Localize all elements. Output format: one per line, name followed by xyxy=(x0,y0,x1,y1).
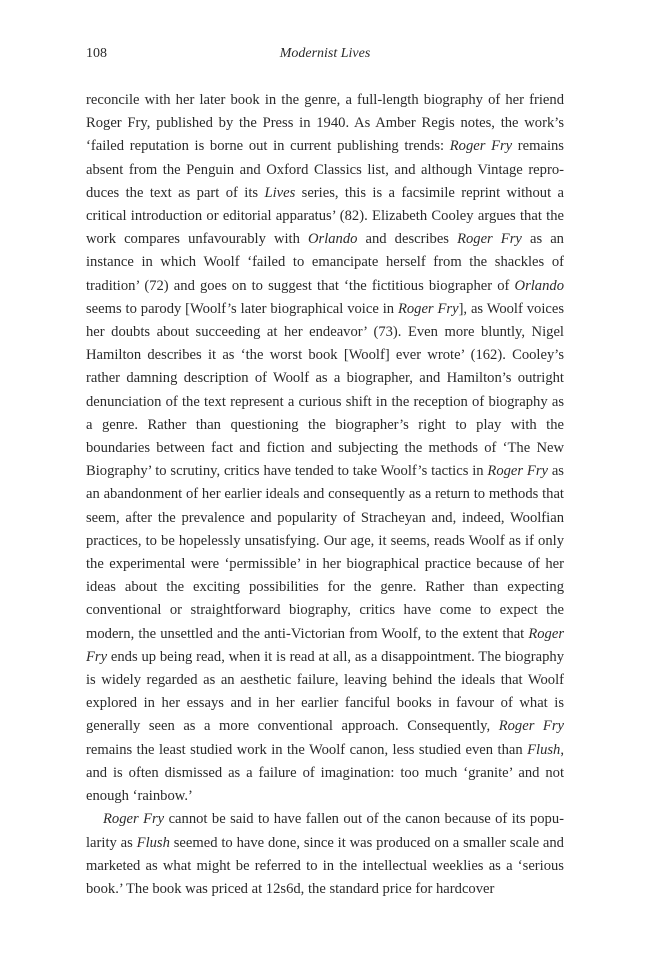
text-run: ], as Woolf voices her doubts about succeeding at her endeavor’ (73). Even more bluntly, Nigel Hamilton describes it as ‘the worst book [Woolf] ever wrote’ (162). Cooley’s rather damning description of Woolf as a biographer, and Hamilton’s outright denunciation of the text represent a curious shift in the reception of biography as a genre. Rather than questioning the biographer’s right to play with the boundaries between fact and fiction and subjecting the methods of ‘The New Biography’ to scrutiny, critics have tended to take Woolf’s tactics in xyxy=(86,300,565,480)
text-run: remains absent from the Penguin and Oxford Classics list, and although Vintage reproduces the text as part of its xyxy=(86,138,564,201)
text-run: seems to parody [Woolf’s later biographical voice in xyxy=(86,300,398,317)
body-paragraph xyxy=(86,89,564,808)
italic-title: Roger Fry xyxy=(498,718,564,735)
text-run: reconcile with her later book in the genre, a full-length biography of her friend Roger Fry, published by the Press in 1940. As Amber Regis notes, the work’s ‘failed reputation is borne out in current publishing trends: xyxy=(86,92,564,155)
italic-title: Roger Fry xyxy=(397,300,459,317)
italic-title: Roger Fry xyxy=(103,811,165,828)
running-title: Modernist Lives xyxy=(279,46,371,61)
text-run: cannot be said to have fallen out of the canon because of its popularity as xyxy=(86,811,564,851)
italic-title: Orlando xyxy=(307,231,358,248)
text-run: ends up being read, when it is read at all, as a disappointment. The biography is widely regarded as an aesthetic failure, leaving behind the ideals that Woolf explored in her essays and in her earlier fanciful books in favour of what is generally seen as a more conventional approach. Consequently, xyxy=(86,648,564,735)
italic-title: Orlando xyxy=(514,277,564,294)
text-run: remains the least studied work in the Woolf canon, less studied even than xyxy=(86,741,528,758)
italic-title: Flush xyxy=(527,741,561,758)
italic-title: Roger Fry xyxy=(449,138,513,155)
italic-title: Flush xyxy=(136,834,170,851)
text-run: as an instance in which Woolf ‘failed to emancipate herself from the shackles of tradition’ (72) and goes on to suggest that ‘the fictitious biographer of xyxy=(86,231,564,294)
italic-title: Roger Fry xyxy=(457,231,522,248)
italic-title: Roger Fry xyxy=(86,625,564,665)
text-run: seemed to have done, since it was produced on a smaller scale and marketed as what might be referred to in the intellectual weeklies as a ‘serious book.’ The book was priced at 12s6d, the standard price for hardcover xyxy=(86,834,564,897)
text-run: , and is often dismissed as a failure of imagination: too much ‘granite’ and not enough ‘rainbow.’ xyxy=(86,741,564,805)
text-run: and describes xyxy=(357,231,458,248)
page-number: 108 xyxy=(86,46,107,61)
italic-title: Roger Fry xyxy=(487,463,548,480)
body-text xyxy=(86,89,564,901)
running-head xyxy=(86,44,564,64)
italic-title: Lives xyxy=(264,184,296,201)
text-run: as an abandonment of her earlier ideals and consequently as a return to methods that seem, after the prevalence and popularity of Stracheyan and, indeed, Woolfian practices, to be hopelessly unsatisfying. Our age, it seems, reads Woolf as if only the experimental were ‘permissible’ in her biographical practice because of her ideas about the exciting possibilities for the genre. Rather than expecting conventional or straightforward biography, critics have come to expect the modern, the unsettled and the anti-Victorian from Woolf, to the extent that xyxy=(86,463,564,642)
body-paragraph xyxy=(86,808,564,901)
text-run: series, this is a facsimile reprint without a critical introduction or editorial apparatus’ (82). Elizabeth Cooley argues that the work compares unfavourably with xyxy=(86,184,564,248)
